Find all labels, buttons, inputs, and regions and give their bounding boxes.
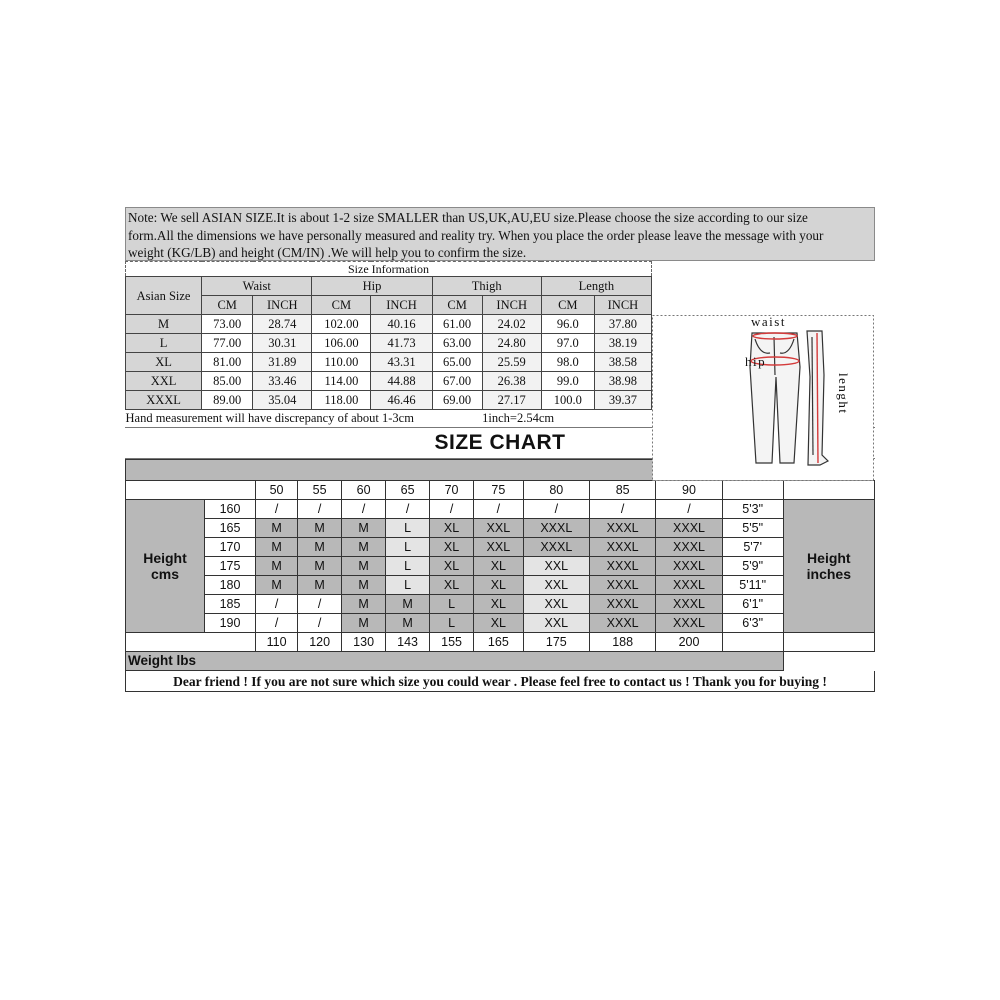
size-cell: / bbox=[656, 500, 722, 519]
size-cell: L bbox=[430, 595, 474, 614]
size-row bbox=[126, 315, 652, 334]
size-row bbox=[126, 372, 652, 391]
blank-cell bbox=[126, 633, 256, 652]
size-cell: / bbox=[298, 595, 342, 614]
size-cell: XL bbox=[474, 595, 524, 614]
size-cell: L bbox=[386, 538, 430, 557]
measure-cell: 98.0 bbox=[541, 353, 594, 372]
size-chart-table bbox=[125, 459, 875, 671]
size-cell: / bbox=[256, 595, 298, 614]
chart-row bbox=[126, 500, 875, 519]
chart-row bbox=[126, 557, 875, 576]
size-cell: M bbox=[256, 576, 298, 595]
hip-header: Hip bbox=[312, 277, 432, 296]
measure-cell: 44.88 bbox=[371, 372, 432, 391]
height-inch-cell: 5'7' bbox=[722, 538, 783, 557]
measure-cell: 69.00 bbox=[432, 391, 482, 410]
lb-cell: 200 bbox=[656, 633, 722, 652]
measure-cell: 24.80 bbox=[482, 334, 541, 353]
size-cell: XL bbox=[474, 557, 524, 576]
size-cell: XXL bbox=[523, 614, 589, 633]
blank-cell bbox=[783, 481, 874, 500]
height-cm-cell: 165 bbox=[205, 519, 256, 538]
kg-header-cell: 55 bbox=[298, 481, 342, 500]
measure-cell: 96.0 bbox=[541, 315, 594, 334]
waist-label: waist bbox=[751, 315, 786, 329]
size-cell: / bbox=[589, 500, 655, 519]
size-label: XL bbox=[126, 353, 202, 372]
size-cell: / bbox=[256, 614, 298, 633]
unit-inch: INCH bbox=[594, 296, 651, 315]
height-cms-line2: cms bbox=[150, 566, 180, 582]
measure-cell: 41.73 bbox=[371, 334, 432, 353]
blank-cell bbox=[783, 633, 874, 652]
size-cell: M bbox=[298, 519, 342, 538]
size-cell: XXXL bbox=[589, 519, 655, 538]
chart-row bbox=[126, 519, 875, 538]
kg-header-cell: 50 bbox=[256, 481, 298, 500]
size-cell: M bbox=[342, 614, 386, 633]
size-cell: XXL bbox=[523, 557, 589, 576]
size-cell: M bbox=[342, 576, 386, 595]
size-cell: XXXL bbox=[589, 595, 655, 614]
size-cell: / bbox=[523, 500, 589, 519]
waist-header: Waist bbox=[202, 277, 312, 296]
unit-inch: INCH bbox=[482, 296, 541, 315]
height-cm-cell: 180 bbox=[205, 576, 256, 595]
size-cell: / bbox=[298, 500, 342, 519]
size-cell: M bbox=[342, 557, 386, 576]
height-inch-cell: 5'5" bbox=[722, 519, 783, 538]
measure-cell: 40.16 bbox=[371, 315, 432, 334]
size-label: XXL bbox=[126, 372, 202, 391]
measure-cell: 28.74 bbox=[253, 315, 312, 334]
measure-cell: 63.00 bbox=[432, 334, 482, 353]
measure-cell: 97.0 bbox=[541, 334, 594, 353]
measure-cell: 114.00 bbox=[312, 372, 371, 391]
size-cell: M bbox=[256, 538, 298, 557]
measure-cell: 38.19 bbox=[594, 334, 651, 353]
measure-cell: 38.58 bbox=[594, 353, 651, 372]
kg-header-cell: 90 bbox=[656, 481, 722, 500]
size-cell: XXXL bbox=[656, 538, 722, 557]
measure-cell: 106.00 bbox=[312, 334, 371, 353]
size-information-table bbox=[125, 261, 652, 426]
size-chart-title: SIZE CHART bbox=[125, 427, 875, 459]
height-inch-cell: 5'9" bbox=[722, 557, 783, 576]
size-label: XXXL bbox=[126, 391, 202, 410]
size-cell: L bbox=[386, 519, 430, 538]
height-cms-label bbox=[126, 500, 205, 633]
size-cell: XL bbox=[430, 576, 474, 595]
asian-size-header: Asian Size bbox=[126, 277, 202, 315]
weight-lbs-header: Weight lbs bbox=[126, 652, 784, 671]
height-cm-cell: 185 bbox=[205, 595, 256, 614]
lb-cell: 143 bbox=[386, 633, 430, 652]
unit-cm: CM bbox=[541, 296, 594, 315]
kg-header-cell: 60 bbox=[342, 481, 386, 500]
height-inches-line1: Height bbox=[807, 550, 851, 566]
lb-cell: 175 bbox=[523, 633, 589, 652]
size-cell: M bbox=[342, 538, 386, 557]
measure-cell: 24.02 bbox=[482, 315, 541, 334]
size-cell: XL bbox=[430, 538, 474, 557]
size-label: L bbox=[126, 334, 202, 353]
kg-header-cell: 65 bbox=[386, 481, 430, 500]
inch-conversion-note: 1inch=2.54cm bbox=[482, 411, 555, 425]
measure-cell: 102.00 bbox=[312, 315, 371, 334]
measure-cell: 65.00 bbox=[432, 353, 482, 372]
size-row bbox=[126, 334, 652, 353]
size-cell: XXXL bbox=[656, 519, 722, 538]
measure-cell: 118.00 bbox=[312, 391, 371, 410]
size-label: M bbox=[126, 315, 202, 334]
unit-cm: CM bbox=[312, 296, 371, 315]
size-cell: M bbox=[298, 538, 342, 557]
lb-cell: 155 bbox=[430, 633, 474, 652]
height-cm-cell: 175 bbox=[205, 557, 256, 576]
size-cell: / bbox=[342, 500, 386, 519]
size-cell: XXL bbox=[474, 538, 524, 557]
size-cell: XL bbox=[474, 614, 524, 633]
measure-cell: 46.46 bbox=[371, 391, 432, 410]
height-inch-cell: 5'11" bbox=[722, 576, 783, 595]
measure-cell: 99.0 bbox=[541, 372, 594, 391]
measure-cell: 25.59 bbox=[482, 353, 541, 372]
size-cell: XXXL bbox=[523, 538, 589, 557]
size-cell: XL bbox=[430, 519, 474, 538]
measure-cell: 100.0 bbox=[541, 391, 594, 410]
chart-row bbox=[126, 614, 875, 633]
size-cell: L bbox=[386, 557, 430, 576]
lb-cell: 130 bbox=[342, 633, 386, 652]
size-cell: XL bbox=[430, 557, 474, 576]
size-cell: XXXL bbox=[589, 576, 655, 595]
kg-header-cell: 85 bbox=[589, 481, 655, 500]
measure-cell: 26.38 bbox=[482, 372, 541, 391]
length-header: Length bbox=[541, 277, 651, 296]
size-cell: L bbox=[386, 576, 430, 595]
size-cell: XXXL bbox=[589, 614, 655, 633]
pants-illustration bbox=[652, 315, 874, 481]
measure-cell: 85.00 bbox=[202, 372, 253, 391]
measure-cell: 30.31 bbox=[253, 334, 312, 353]
height-inch-cell: 5'3" bbox=[722, 500, 783, 519]
size-cell: M bbox=[386, 614, 430, 633]
measure-cell: 77.00 bbox=[202, 334, 253, 353]
size-cell: / bbox=[430, 500, 474, 519]
size-cell: M bbox=[256, 519, 298, 538]
size-cell: / bbox=[256, 500, 298, 519]
lb-cell: 188 bbox=[589, 633, 655, 652]
contact-footer: Dear friend ! If you are not sure which size you could wear . Please feel free to contact us ! Thank you for buying ! bbox=[125, 671, 875, 692]
height-inch-cell: 6'1" bbox=[722, 595, 783, 614]
size-cell: M bbox=[342, 595, 386, 614]
measure-cell: 110.00 bbox=[312, 353, 371, 372]
blank-cell bbox=[722, 481, 783, 500]
measure-cell: 33.46 bbox=[253, 372, 312, 391]
height-cm-cell: 170 bbox=[205, 538, 256, 557]
kg-header-cell: 75 bbox=[474, 481, 524, 500]
size-cell: / bbox=[474, 500, 524, 519]
size-cell: M bbox=[386, 595, 430, 614]
size-cell: XXL bbox=[523, 576, 589, 595]
measure-cell: 38.98 bbox=[594, 372, 651, 391]
height-cm-cell: 160 bbox=[205, 500, 256, 519]
size-cell: M bbox=[342, 519, 386, 538]
size-cell: L bbox=[430, 614, 474, 633]
lb-cell: 110 bbox=[256, 633, 298, 652]
hip-label: hip bbox=[745, 354, 767, 369]
note-line-2: form.All the dimensions we have personally measured and reality try. When you place the order please leave the message with your bbox=[128, 227, 824, 243]
height-inch-cell: 6'3" bbox=[722, 614, 783, 633]
size-cell: XXXL bbox=[589, 557, 655, 576]
lb-cell: 120 bbox=[298, 633, 342, 652]
pants-measurement-diagram bbox=[652, 315, 874, 481]
chart-row bbox=[126, 576, 875, 595]
kg-header-cell: 70 bbox=[430, 481, 474, 500]
size-row bbox=[126, 391, 652, 410]
measure-cell: 37.80 bbox=[594, 315, 651, 334]
size-cell: M bbox=[298, 576, 342, 595]
unit-cm: CM bbox=[432, 296, 482, 315]
chart-row bbox=[126, 538, 875, 557]
measure-cell: 73.00 bbox=[202, 315, 253, 334]
length-label: lenght bbox=[836, 373, 851, 415]
size-cell: XXXL bbox=[656, 614, 722, 633]
unit-cm: CM bbox=[202, 296, 253, 315]
size-cell: M bbox=[256, 557, 298, 576]
blank-cell bbox=[722, 633, 783, 652]
measure-cell: 67.00 bbox=[432, 372, 482, 391]
thigh-header: Thigh bbox=[432, 277, 541, 296]
unit-inch: INCH bbox=[253, 296, 312, 315]
lb-cell: 165 bbox=[474, 633, 524, 652]
height-inches-line2: inches bbox=[806, 566, 852, 582]
size-cell: XXL bbox=[474, 519, 524, 538]
note-box bbox=[125, 207, 875, 261]
note-line-1: Note: We sell ASIAN SIZE.It is about 1-2 size SMALLER than US,UK,AU,EU size.Please choose the size according to our size bbox=[128, 210, 808, 225]
measure-cell: 35.04 bbox=[253, 391, 312, 410]
measure-cell: 31.89 bbox=[253, 353, 312, 372]
size-cell: XL bbox=[474, 576, 524, 595]
measure-cell: 43.31 bbox=[371, 353, 432, 372]
size-cell: / bbox=[298, 614, 342, 633]
size-cell: / bbox=[386, 500, 430, 519]
measure-cell: 81.00 bbox=[202, 353, 253, 372]
note-line-3: weight (KG/LB) and height (CM/IN) .We will help you to confirm the size. bbox=[128, 245, 527, 260]
measure-cell: 27.17 bbox=[482, 391, 541, 410]
size-cell: XXXL bbox=[523, 519, 589, 538]
size-cell: XXXL bbox=[656, 557, 722, 576]
size-cell: XXXL bbox=[656, 576, 722, 595]
size-cell: XXXL bbox=[589, 538, 655, 557]
measure-cell: 39.37 bbox=[594, 391, 651, 410]
height-inches-label bbox=[783, 500, 874, 633]
size-row bbox=[126, 353, 652, 372]
height-cms-line1: Height bbox=[143, 550, 187, 566]
measure-cell: 89.00 bbox=[202, 391, 253, 410]
chart-row bbox=[126, 595, 875, 614]
blank-cell bbox=[126, 481, 256, 500]
size-cell: M bbox=[298, 557, 342, 576]
measure-cell: 61.00 bbox=[432, 315, 482, 334]
size-info-caption: Size Information bbox=[126, 262, 652, 277]
size-cell: XXXL bbox=[656, 595, 722, 614]
height-cm-cell: 190 bbox=[205, 614, 256, 633]
unit-inch: INCH bbox=[371, 296, 432, 315]
kg-header-cell: 80 bbox=[523, 481, 589, 500]
hand-measurement-note: Hand measurement will have discrepancy of about 1-3cm bbox=[125, 411, 414, 425]
size-cell: XXL bbox=[523, 595, 589, 614]
